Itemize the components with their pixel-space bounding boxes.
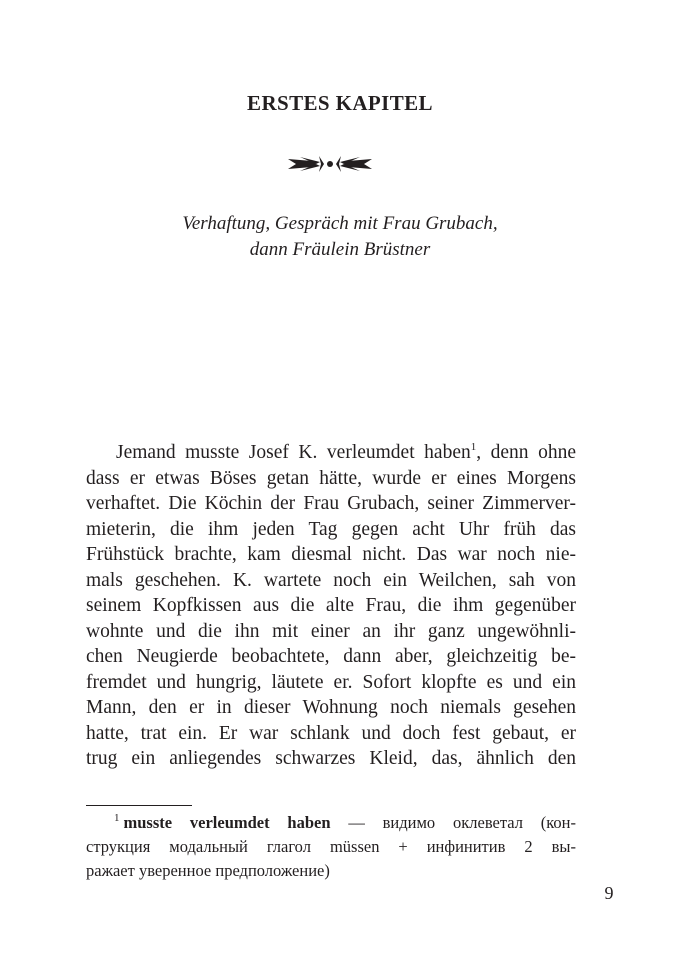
footnote: [86, 811, 576, 883]
body-line: wohnte und die ihn mit einer an ihr ganz ungewöhnli-: [86, 620, 576, 642]
footnote-text: — видимо оклеветал (кон-: [330, 813, 577, 832]
subtitle-line: Verhaftung, Gespräch mit Frau Grubach,: [182, 213, 498, 234]
body-line-text: , denn ohne: [476, 442, 576, 463]
footnote-line: [86, 811, 576, 835]
body-line: hatte, trat ein. Er war schlank und doch fest gebaut, er: [86, 722, 576, 744]
footnote-divider: [86, 805, 192, 806]
ornament-icon: [286, 150, 374, 178]
body-line: seinem Kopfkissen aus die alte Frau, die ihm gegenüber: [86, 595, 576, 616]
body-line-text: Jemand musste Josef K. verleumdet haben: [116, 442, 471, 463]
body-line: mieterin, die ihm jeden Tag gegen acht Uhr früh das: [86, 518, 576, 540]
footnote-reference[interactable]: 1: [470, 441, 477, 453]
subtitle-line: dann Fräulein Brüstner: [249, 239, 431, 260]
body-line: chen Neugierde beobachtete, dann aber, gleichzeitig be-: [86, 646, 576, 667]
body-line: Mann, den er in dieser Wohnung noch niemals gesehen: [86, 697, 576, 718]
body-line: Frühstück brachte, kam diesmal nicht. Das war noch nie-: [86, 544, 576, 565]
body-text: [86, 440, 576, 772]
body-line: trug ein anliegendes schwarzes Kleid, das, ähnlich den: [86, 748, 576, 769]
footnote-line: ражает уверенное предположение): [86, 861, 330, 880]
page-number: 9: [604, 883, 614, 903]
body-line: fremdet und hungrig, läutete er. Sofort klopfte es und ein: [86, 671, 576, 693]
chapter-subtitle: [0, 211, 680, 263]
footnote-marker: 1: [114, 812, 120, 824]
body-line: verhaftet. Die Köchin der Frau Grubach, seiner Zimmerver-: [86, 493, 576, 514]
footnote-term: musste verleumdet haben: [123, 813, 331, 832]
footnote-line: струкция модальный глагол müssen + инфинитив 2 вы-: [86, 837, 576, 856]
body-line: [86, 440, 576, 466]
body-line: mals geschehen. K. wartete noch ein Weilchen, sah von: [86, 569, 576, 591]
body-line: dass er etwas Böses getan hätte, wurde er eines Morgens: [86, 467, 576, 489]
chapter-title: ERSTES KAPITEL: [247, 91, 433, 115]
